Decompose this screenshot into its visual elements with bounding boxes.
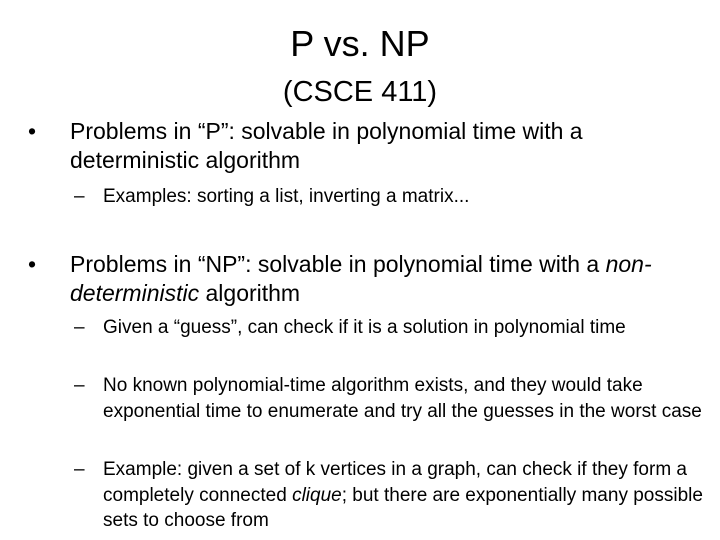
- clique-text-end: ; but there are exponentially many possible sets to choose from: [103, 484, 703, 531]
- sub-bullet-examples-text: Examples: sorting a list, inverting a matrix...: [103, 186, 470, 207]
- sub-bullet-guess: [74, 315, 708, 341]
- clique-text-start: Example: given a set of k vertices in a graph, can check if they form a completely connected: [103, 459, 687, 506]
- sub-bullet-guess-text: Given a “guess”, can check if it is a solution in polynomial time: [103, 317, 626, 338]
- sub-bullet-example-clique-text: [103, 457, 708, 534]
- sub-bullet-no-known-text: No known polynomial-time algorithm exists, and they would take exponential time to enumerate and try all the guesses in the worst case: [103, 375, 702, 422]
- dash-marker: –: [74, 459, 85, 480]
- clique-emphasis: clique: [292, 484, 342, 506]
- dash-marker: –: [74, 375, 85, 396]
- bullet-np: [28, 250, 708, 308]
- dash-marker: –: [74, 186, 85, 207]
- bullet-marker: •: [28, 118, 37, 144]
- slide-title: P vs. NP: [290, 23, 430, 64]
- sub-bullet-example-clique: [74, 457, 708, 534]
- slide-subtitle: (CSCE 411): [282, 76, 438, 108]
- bullet-np-text-end: algorithm: [199, 280, 301, 306]
- sub-bullet-examples: [74, 184, 708, 210]
- bullet-np-text: [70, 250, 708, 308]
- dash-marker: –: [74, 317, 85, 338]
- bullet-p-text: Problems in “P”: solvable in polynomial time with a deterministic algorithm: [70, 118, 583, 173]
- bullet-marker: •: [28, 251, 37, 277]
- bullet-p: [28, 117, 708, 175]
- bullet-np-text-start: Problems in “NP”: solvable in polynomial time with a: [70, 251, 606, 277]
- sub-bullet-no-known: [74, 373, 708, 424]
- bullet-np-emphasis: non-deterministic: [70, 251, 652, 306]
